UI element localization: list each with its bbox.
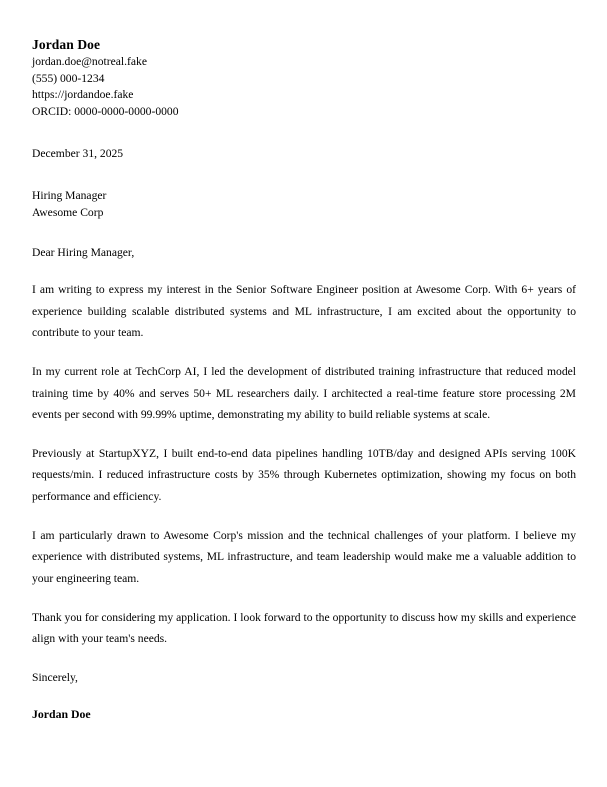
sender-phone: (555) 000-1234 (32, 71, 105, 85)
letter-date: December 31, 2025 (32, 147, 124, 161)
sender-website: https://jordandoe.fake (32, 88, 134, 102)
body-paragraph-5: Thank you for considering my application. I look forward to the opportunity to discuss how my skills and experience align with your team's needs. (32, 610, 576, 646)
sender-orcid: ORCID: 0000-0000-0000-0000 (32, 104, 179, 118)
recipient-company: Awesome Corp (32, 206, 104, 220)
letter-closing (32, 670, 576, 723)
sender-name: Jordan Doe (32, 37, 101, 52)
body-paragraph-1: I am writing to express my interest in the Senior Software Engineer position at Awesome Corp. With 6+ years of experience building scalable distributed systems and ML infrastructure, I am excited about the opportunity to contribute to your team. (32, 283, 576, 339)
signature-name: Jordan Doe (32, 707, 91, 722)
letterhead (32, 36, 576, 120)
letter-body (32, 279, 576, 649)
closing-salutation: Sincerely, (32, 670, 78, 684)
recipient-address (32, 187, 576, 222)
body-paragraph-2: In my current role at TechCorp AI, I led the development of distributed training infrastructure that reduced model training time by 40% and serves 50+ ML researchers daily. I architected a real-time feature store processing 2M events per second with 99.99% uptime, demonstrating my ability to build reliable systems at scale. (32, 365, 576, 421)
body-paragraph-4: I am particularly drawn to Awesome Corp's mission and the technical challenges of your platform. I believe my experience with distributed systems, ML infrastructure, and team leadership would make me a valuable addition to your engineering team. (32, 529, 576, 585)
salutation: Dear Hiring Manager, (32, 245, 135, 259)
recipient-title: Hiring Manager (32, 188, 107, 202)
sender-email: jordan.doe@notreal.fake (32, 55, 147, 68)
body-paragraph-3: Previously at StartupXYZ, I built end-to-end data pipelines handling 10TB/day and designed APIs serving 100K requests/min. I reduced infrastructure costs by 35% through Kubernetes optimization, showing my focus on both performance and efficiency. (32, 447, 576, 503)
